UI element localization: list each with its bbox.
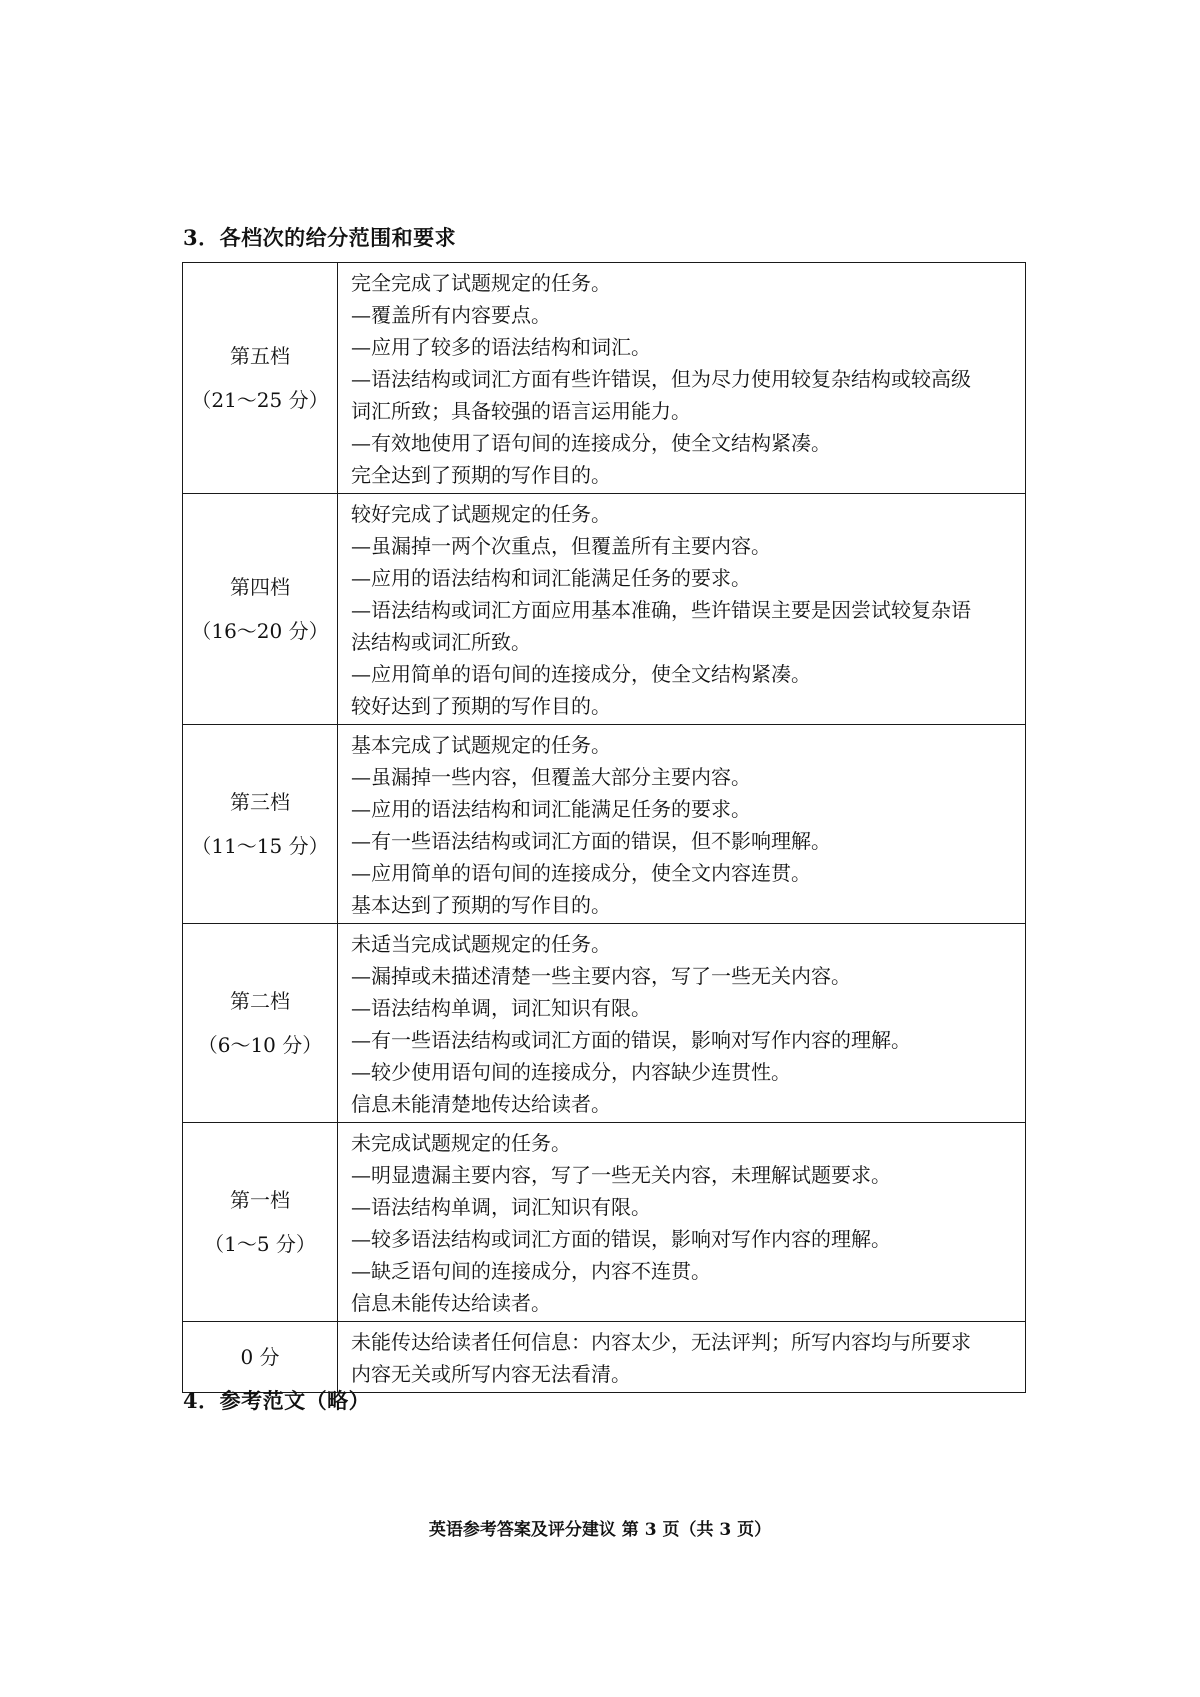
level-description bbox=[338, 494, 1026, 725]
scoring-rubric-table bbox=[182, 262, 1026, 1393]
description-line: —有效地使用了语句间的连接成分，使全文结构紧凑。 bbox=[351, 431, 831, 455]
level-cell bbox=[183, 494, 338, 725]
level-score-range: （16～20 分） bbox=[191, 619, 329, 643]
description-line: 基本完成了试题规定的任务。 bbox=[351, 733, 611, 757]
level-cell bbox=[183, 924, 338, 1123]
level-description bbox=[338, 725, 1026, 924]
level-description bbox=[338, 263, 1026, 494]
description-line: —语法结构或词汇方面应用基本准确，些许错误主要是因尝试较复杂语 bbox=[351, 598, 971, 622]
description-line: —有一些语法结构或词汇方面的错误，但不影响理解。 bbox=[351, 829, 831, 853]
description-line: 未能传达给读者任何信息：内容太少，无法评判；所写内容均与所要求 bbox=[351, 1330, 971, 1354]
level-name: 第四档 bbox=[230, 575, 290, 599]
level-name: 第二档 bbox=[230, 989, 290, 1013]
level-description bbox=[338, 924, 1026, 1123]
level-cell bbox=[183, 1322, 338, 1393]
level-score-range: （21～25 分） bbox=[191, 388, 329, 412]
rubric-row-zero bbox=[183, 1322, 1026, 1393]
rubric-row-level-4 bbox=[183, 494, 1026, 725]
page-footer: 英语参考答案及评分建议 第 3 页（共 3 页） bbox=[428, 1520, 772, 1540]
description-line: —应用简单的语句间的连接成分，使全文结构紧凑。 bbox=[351, 662, 811, 686]
description-line: —应用的语法结构和词汇能满足任务的要求。 bbox=[351, 566, 751, 590]
description-line: —有一些语法结构或词汇方面的错误，影响对写作内容的理解。 bbox=[351, 1028, 911, 1052]
rubric-row-level-3 bbox=[183, 725, 1026, 924]
description-line: —较多语法结构或词汇方面的错误，影响对写作内容的理解。 bbox=[351, 1227, 891, 1251]
description-line: —语法结构或词汇方面有些许错误，但为尽力使用较复杂结构或较高级 bbox=[351, 367, 971, 391]
description-line: —较少使用语句间的连接成分，内容缺少连贯性。 bbox=[351, 1060, 791, 1084]
level-description bbox=[338, 1123, 1026, 1322]
description-line: —应用了较多的语法结构和词汇。 bbox=[351, 335, 651, 359]
rubric-row-level-5 bbox=[183, 263, 1026, 494]
description-line: 完全完成了试题规定的任务。 bbox=[351, 271, 611, 295]
description-line: 完全达到了预期的写作目的。 bbox=[351, 463, 611, 487]
description-line: 未适当完成试题规定的任务。 bbox=[351, 932, 611, 956]
description-line: —应用的语法结构和词汇能满足任务的要求。 bbox=[351, 797, 751, 821]
description-line: —覆盖所有内容要点。 bbox=[351, 303, 551, 327]
description-line: —虽漏掉一些内容，但覆盖大部分主要内容。 bbox=[351, 765, 751, 789]
rubric-row-level-2 bbox=[183, 924, 1026, 1123]
description-line: 内容无关或所写内容无法看清。 bbox=[351, 1362, 631, 1386]
level-description bbox=[338, 1322, 1026, 1393]
level-name: 第三档 bbox=[230, 790, 290, 814]
section-4-heading: 4．参考范文（略） bbox=[183, 1388, 371, 1413]
description-line: —明显遗漏主要内容，写了一些无关内容，未理解试题要求。 bbox=[351, 1163, 891, 1187]
rubric-row-level-1 bbox=[183, 1123, 1026, 1322]
description-line: —应用简单的语句间的连接成分，使全文内容连贯。 bbox=[351, 861, 811, 885]
level-name: 0 分 bbox=[240, 1345, 280, 1369]
level-score-range: （11～15 分） bbox=[191, 834, 329, 858]
description-line: —语法结构单调，词汇知识有限。 bbox=[351, 1195, 651, 1219]
description-line: 词汇所致；具备较强的语言运用能力。 bbox=[351, 399, 691, 423]
level-cell bbox=[183, 1123, 338, 1322]
description-line: —漏掉或未描述清楚一些主要内容，写了一些无关内容。 bbox=[351, 964, 851, 988]
level-score-range: （6～10 分） bbox=[197, 1033, 323, 1057]
description-line: 信息未能清楚地传达给读者。 bbox=[351, 1092, 611, 1116]
description-line: 未完成试题规定的任务。 bbox=[351, 1131, 571, 1155]
level-cell bbox=[183, 263, 338, 494]
description-line: —语法结构单调，词汇知识有限。 bbox=[351, 996, 651, 1020]
description-line: 信息未能传达给读者。 bbox=[351, 1291, 551, 1315]
level-name: 第一档 bbox=[230, 1188, 290, 1212]
description-line: 较好达到了预期的写作目的。 bbox=[351, 694, 611, 718]
section-3-heading: 3．各档次的给分范围和要求 bbox=[183, 225, 457, 250]
description-line: —虽漏掉一两个次重点，但覆盖所有主要内容。 bbox=[351, 534, 771, 558]
description-line: 较好完成了试题规定的任务。 bbox=[351, 502, 611, 526]
level-score-range: （1～5 分） bbox=[204, 1232, 316, 1256]
level-name: 第五档 bbox=[230, 344, 290, 368]
description-line: 基本达到了预期的写作目的。 bbox=[351, 893, 611, 917]
description-line: —缺乏语句间的连接成分，内容不连贯。 bbox=[351, 1259, 711, 1283]
description-line: 法结构或词汇所致。 bbox=[351, 630, 531, 654]
level-cell bbox=[183, 725, 338, 924]
